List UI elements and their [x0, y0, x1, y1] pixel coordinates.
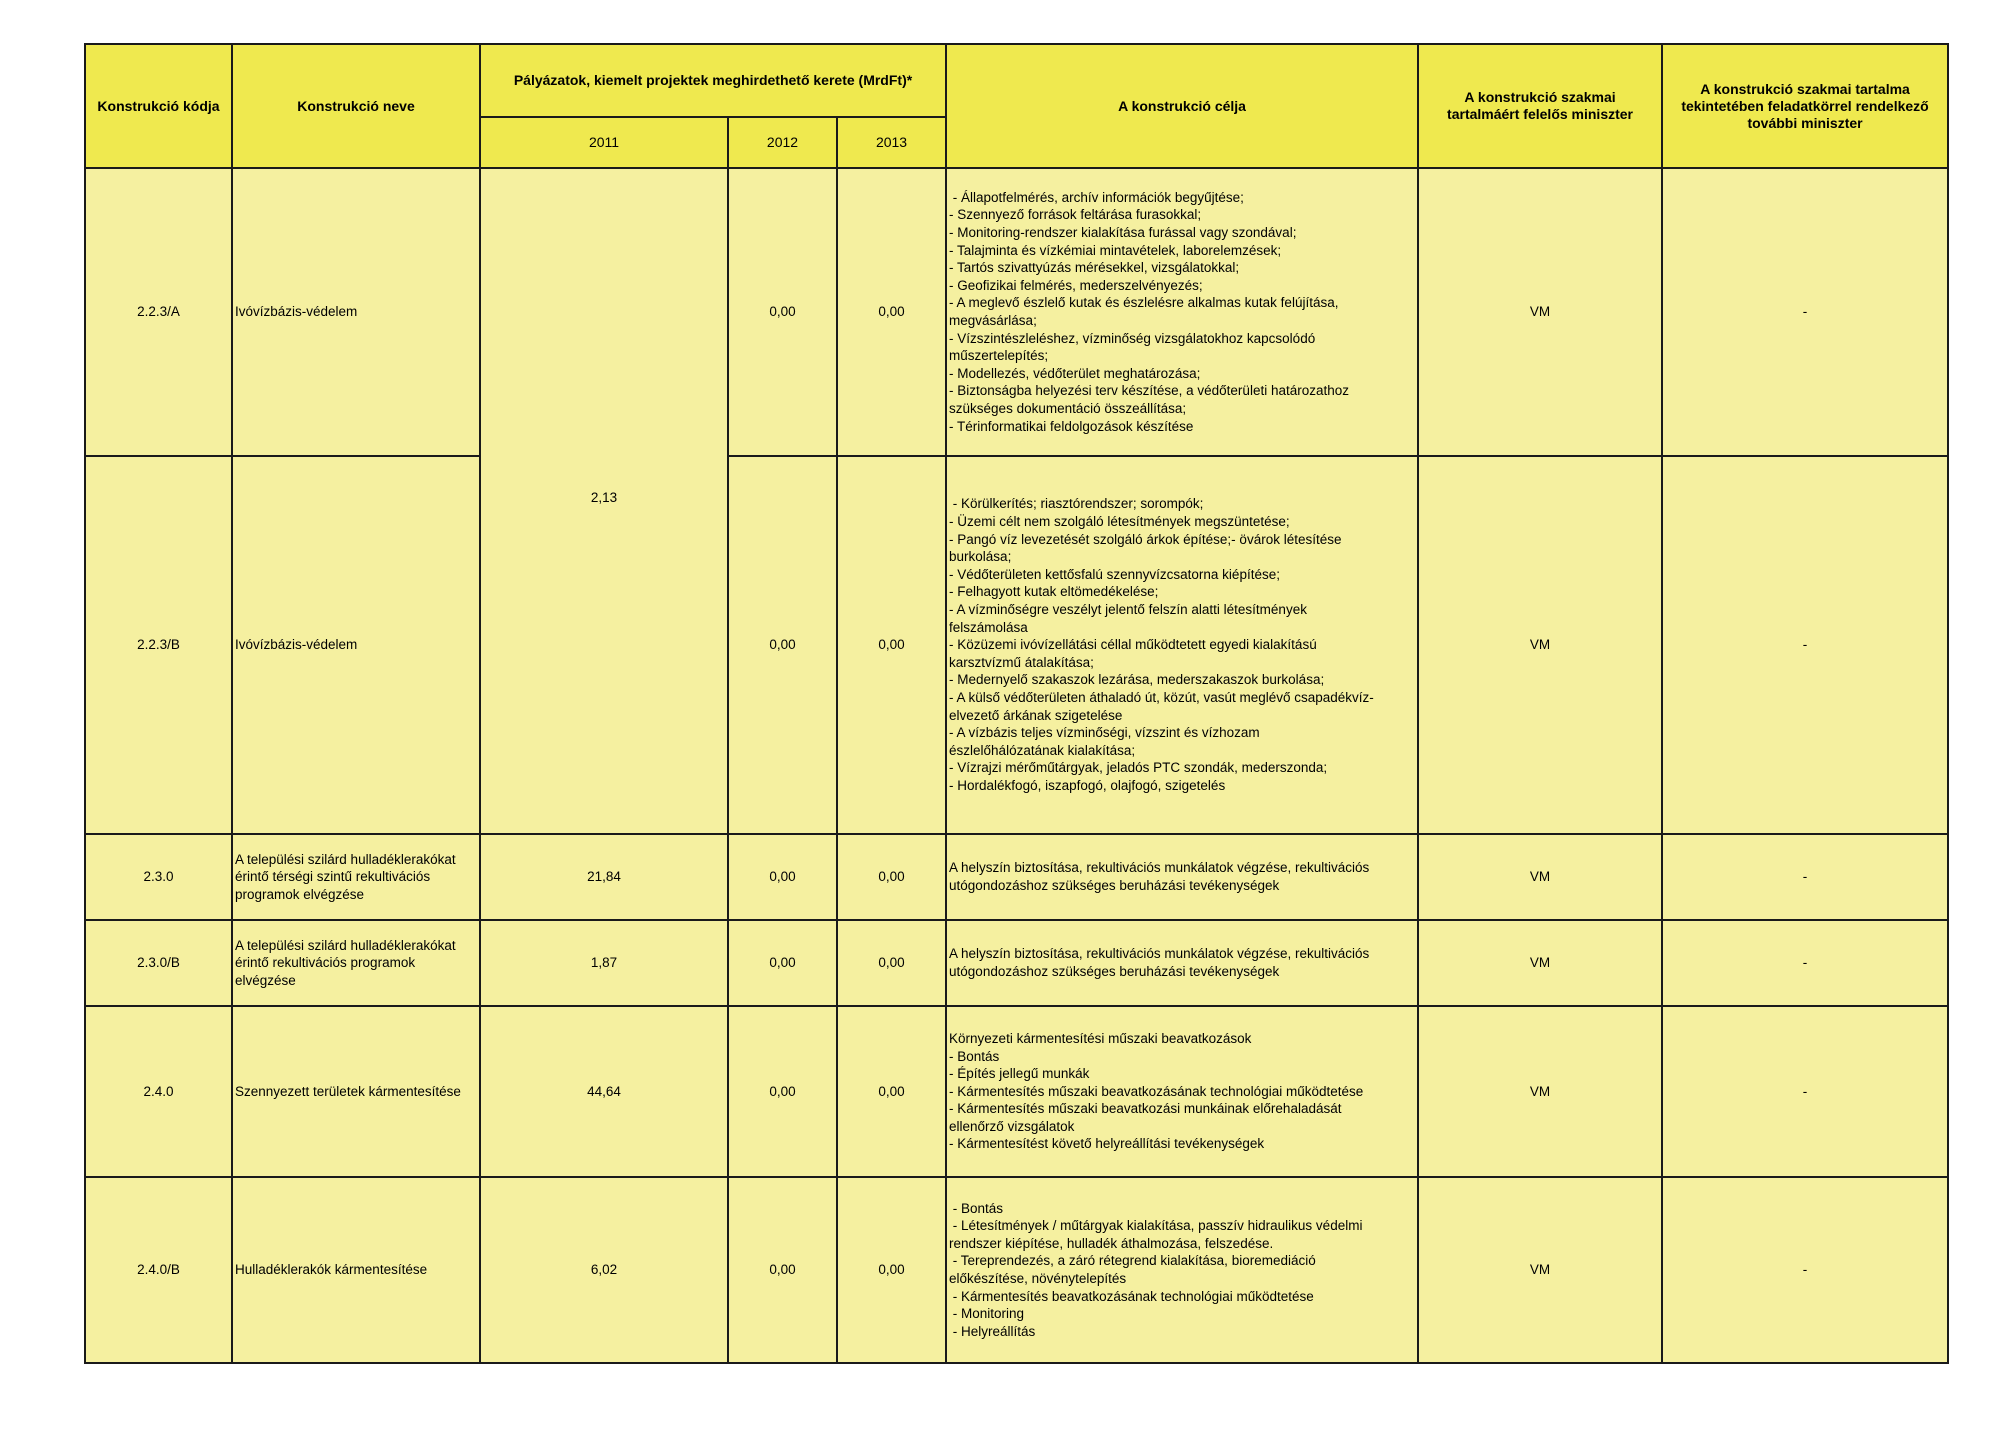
goal-line: - Szennyező források feltárása furasokkal;: [949, 207, 1202, 223]
goal-line: - Körülkerítés; riasztórendszer; sorompók;: [949, 496, 1204, 512]
row-code: 2.3.0: [85, 834, 232, 920]
row-minister: VM: [1418, 168, 1662, 456]
row-2012: 0,00: [728, 168, 837, 456]
goal-line: - Kármentesítés műszaki beavatkozási munkáinak előrehaladását: [949, 1101, 1342, 1117]
goal-line: Környezeti kármentesítési műszaki beavatkozások: [949, 1030, 1252, 1046]
row-2013: 0,00: [837, 1177, 946, 1363]
header-year-2012: 2012: [728, 117, 837, 168]
row-minister: VM: [1418, 1006, 1662, 1177]
row-other-minister: -: [1662, 1177, 1948, 1363]
row-2013: 0,00: [837, 168, 946, 456]
goal-line: észlelőhálózatának kialakítása;: [949, 742, 1136, 758]
goal-line: elvezető árkának szigetelése: [949, 707, 1123, 723]
row-2012: 0,00: [728, 920, 837, 1006]
header-other-minister: A konstrukció szakmai tartalma tekintetében feladatkörrel rendelkező további miniszter: [1662, 44, 1948, 168]
goal-line: - Modellezés, védőterület meghatározása;: [949, 365, 1201, 381]
goal-line: - Üzemi célt nem szolgáló létesítmények megszüntetése;: [949, 514, 1290, 530]
goal-line: előkészítése, növénytelepítés: [949, 1271, 1127, 1286]
goal-line: - Vízrajzi mérőműtárgyak, jeladós PTC szondák, mederszonda;: [949, 760, 1328, 776]
goal-line: - Térinformatikai feldolgozások készítése: [949, 418, 1194, 434]
row-2012: 0,00: [728, 1177, 837, 1363]
row-minister: VM: [1418, 456, 1662, 834]
row-2011: 1,87: [480, 920, 728, 1006]
row-code: 2.3.0/B: [85, 920, 232, 1006]
goal-line: utógondozáshoz szükséges beruházási tevékenységek: [949, 964, 1280, 979]
header-code: Konstrukció kódja: [85, 44, 232, 168]
row-other-minister: -: [1662, 920, 1948, 1006]
goal-line: - Talajminta és vízkémiai mintavételek, laborelemzések;: [949, 242, 1282, 258]
header-budget: Pályázatok, kiemelt projektek meghirdethető kerete (MrdFt)*: [480, 44, 946, 117]
table-row: [85, 920, 1948, 1006]
goal-line: utógondozáshoz szükséges beruházási tevékenységek: [949, 878, 1280, 893]
row-name: A települési szilárd hulladéklerakókat érintő rekultivációs programok elvégzése: [232, 920, 480, 1006]
row-2012: 0,00: [728, 834, 837, 920]
row-goal: [946, 920, 1418, 1006]
header-minister: A konstrukció szakmai tartalmáért felelős miniszter: [1418, 44, 1662, 168]
row-2011-merged: 2,13: [480, 168, 728, 834]
table-row: [85, 456, 1948, 834]
goal-line: - Bontás: [949, 1048, 1000, 1064]
goal-line: - Kármentesítés műszaki beavatkozásának technológiai működtetése: [949, 1083, 1364, 1099]
row-2011: 44,64: [480, 1006, 728, 1177]
goal-line: - Kármentesítés beavatkozásának technológiai működtetése: [949, 1288, 1314, 1304]
row-name: Ivóvízbázis-védelem: [232, 168, 480, 456]
goal-line: - Állapotfelmérés, archív információk begyűjtése;: [949, 189, 1244, 205]
goal-line: - A meglevő észlelő kutak és észlelésre alkalmas kutak felújítása,: [949, 295, 1339, 311]
goal-line: ellenőrző vizsgálatok: [949, 1118, 1075, 1134]
goal-line: karsztvízmű átalakítása;: [949, 654, 1094, 670]
row-2013: 0,00: [837, 834, 946, 920]
goal-line: szükséges dokumentáció összeállítása;: [949, 400, 1187, 416]
row-other-minister: -: [1662, 834, 1948, 920]
goal-line: - A vízbázis teljes vízminőségi, vízszint és vízhozam: [949, 725, 1260, 741]
goal-line: megvásárlása;: [949, 313, 1037, 328]
goal-line: - A vízminőségre veszélyt jelentő felszín alatti létesítmények: [949, 602, 1307, 618]
row-name: Szennyezett területek kármentesítése: [232, 1006, 480, 1177]
goal-line: - Építés jellegű munkák: [949, 1066, 1090, 1082]
row-name: Hulladéklerakók kármentesítése: [232, 1177, 480, 1363]
goal-line: - Biztonságba helyezési terv készítése, a védőterületi határozathoz: [949, 383, 1350, 399]
goal-line: - Közüzemi ivóvízellátási céllal működtetett egyedi kialakítású: [949, 637, 1317, 653]
construction-table: [84, 43, 1949, 1364]
table-row: [85, 1177, 1948, 1363]
row-2012: 0,00: [728, 456, 837, 834]
goal-line: - Bontás: [949, 1200, 1004, 1216]
row-2011: 21,84: [480, 834, 728, 920]
goal-line: - Létesítmények / műtárgyak kialakítása, passzív hidraulikus védelmi: [949, 1218, 1363, 1234]
row-code: 2.2.3/A: [85, 168, 232, 456]
goal-line: - Vízszintészleléshez, vízminőség vizsgálatokhoz kapcsolódó: [949, 330, 1316, 346]
goal-line: - Pangó víz levezetését szolgáló árkok építése;- övárok létesítése: [949, 531, 1342, 547]
header-name: Konstrukció neve: [232, 44, 480, 168]
row-goal: [946, 168, 1418, 456]
row-code: 2.4.0: [85, 1006, 232, 1177]
goal-line: - Monitoring-rendszer kialakítása furással vagy szondával;: [949, 225, 1297, 241]
row-2011: 6,02: [480, 1177, 728, 1363]
goal-line: - Hordalékfogó, iszapfogó, olajfogó, szigetelés: [949, 777, 1226, 793]
row-goal: [946, 1177, 1418, 1363]
goal-line: műszertelepítés;: [949, 348, 1049, 364]
goal-line: - Kármentesítést követő helyreállítási tevékenységek: [949, 1136, 1265, 1152]
goal-line: burkolása;: [949, 549, 1012, 565]
row-name: A települési szilárd hulladéklerakókat érintő térségi szintű rekultivációs programok elvégzése: [232, 834, 480, 920]
goal-line: - Tartós szivattyúzás mérésekkel, vizsgálatokkal;: [949, 260, 1240, 276]
goal-line: rendszer kiépítése, hulladék áthalmozása, felszedése.: [949, 1235, 1274, 1251]
row-goal: [946, 1006, 1418, 1177]
row-goal: [946, 456, 1418, 834]
row-2013: 0,00: [837, 920, 946, 1006]
row-code: 2.4.0/B: [85, 1177, 232, 1363]
goal-line: - Tereprendezés, a záró rétegrend kialakítása, bioremediáció: [949, 1253, 1316, 1269]
goal-line: - Monitoring: [949, 1306, 1025, 1322]
goal-line: - Védőterületen kettősfalú szennyvízcsatorna kiépítése;: [949, 566, 1280, 582]
row-minister: VM: [1418, 834, 1662, 920]
row-2013: 0,00: [837, 1006, 946, 1177]
row-code: 2.2.3/B: [85, 456, 232, 834]
row-other-minister: -: [1662, 168, 1948, 456]
row-other-minister: -: [1662, 1006, 1948, 1177]
row-goal: [946, 834, 1418, 920]
goal-line: - A külső védőterületen áthaladó út, közút, vasút meglévő csapadékvíz-: [949, 689, 1374, 705]
row-name: Ivóvízbázis-védelem: [232, 456, 480, 834]
table-row: [85, 168, 1948, 456]
goal-line: A helyszín biztosítása, rekultivációs munkálatok végzése, rekultivációs: [949, 860, 1370, 876]
table-row: [85, 1006, 1948, 1177]
header-goal: A konstrukció célja: [946, 44, 1418, 168]
goal-line: - Medernyelő szakaszok lezárása, mederszakaszok burkolása;: [949, 672, 1325, 688]
row-minister: VM: [1418, 1177, 1662, 1363]
row-2013: 0,00: [837, 456, 946, 834]
table-row: [85, 834, 1948, 920]
header-year-2011: 2011: [480, 117, 728, 168]
row-other-minister: -: [1662, 456, 1948, 834]
row-2012: 0,00: [728, 1006, 837, 1177]
goal-line: A helyszín biztosítása, rekultivációs munkálatok végzése, rekultivációs: [949, 946, 1370, 962]
header-year-2013: 2013: [837, 117, 946, 168]
goal-line: - Felhagyott kutak eltömedékelése;: [949, 584, 1159, 600]
row-minister: VM: [1418, 920, 1662, 1006]
goal-line: - Helyreállítás: [949, 1323, 1036, 1339]
goal-line: felszámolása: [949, 619, 1028, 635]
goal-line: - Geofizikai felmérés, mederszelvényezés;: [949, 277, 1203, 293]
